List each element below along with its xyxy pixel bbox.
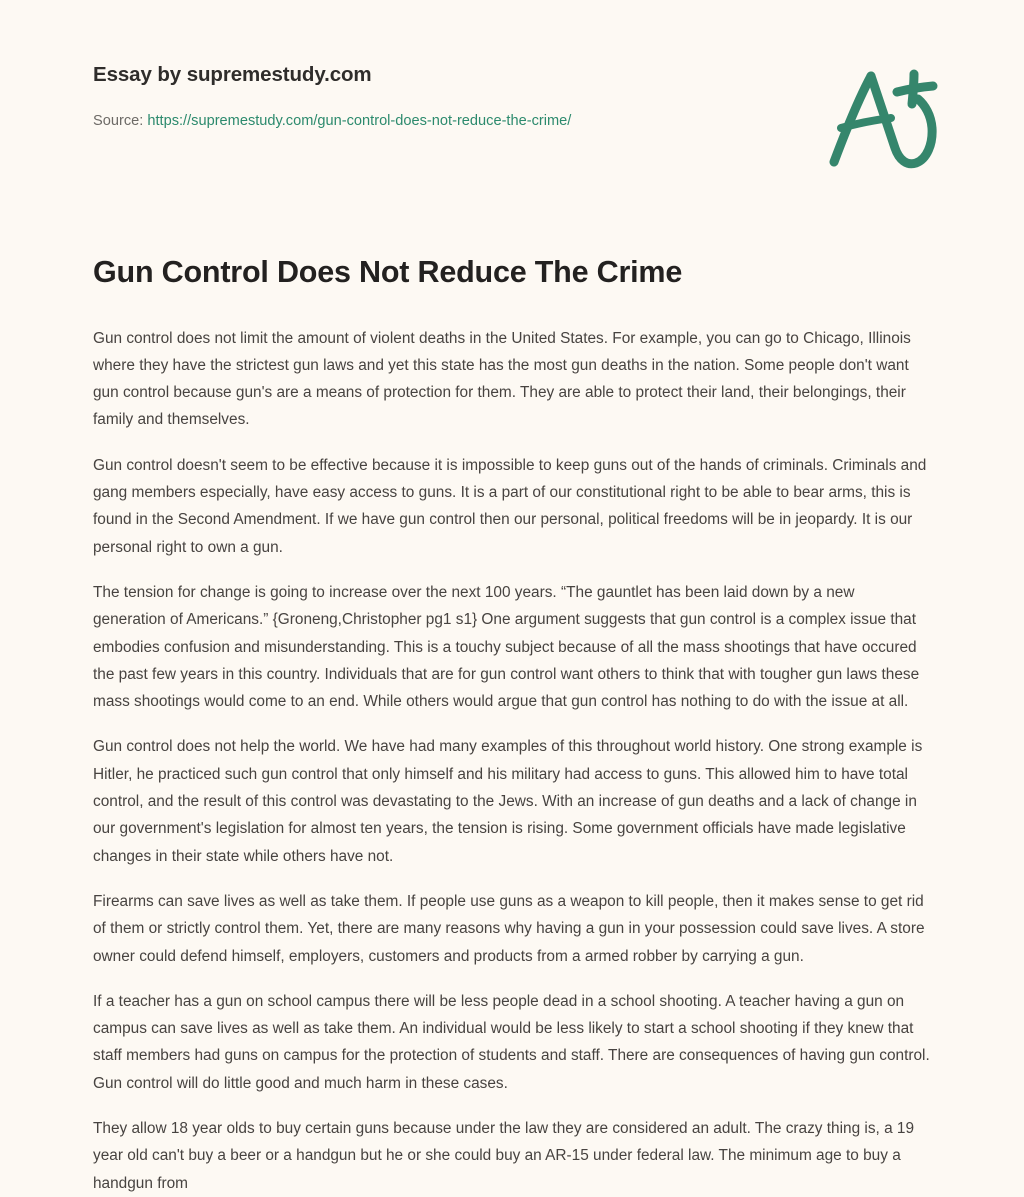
article [0,254,1024,1197]
paragraph: Firearms can save lives as well as take them. If people use guns as a weapon to kill people, then it makes sense to get rid of them or strictly control them. Yet, there are many reasons why having a gun in your possession could save lives. A store owner could defend himself, employers, customers and products from a armed robber by carrying a gun. [93,892,925,965]
a-plus-logo-icon [819,58,949,178]
article-body [93,325,931,1197]
paragraph: Gun control does not help the world. We have had many examples of this throughout world history. One strong example is Hitler, he practiced such gun control that only himself and his military had access to guns. This allowed him to have total control, and the result of this control was devastating to the Jews. With an increase of gun deaths and a lack of change in our government's legislation for almost ten years, the tension is rising. Some government officials have made legislative changes in their state while others have not. [93,738,923,865]
a-plus-logo [819,58,949,178]
paragraph: They allow 18 year olds to buy certain guns because under the law they are considered an adult. The crazy thing is, a 19 year old can't buy a beer or a handgun but he or she could buy an AR-15 under federal law. The minimum age to buy a handgun from [93,1120,915,1192]
paragraph: If a teacher has a gun on school campus there will be less people dead in a school shooting. A teacher having a gun on campus can save lives as well as take them. An individual would be less likely to start a school shooting if they knew that staff members had guns on campus for the protection of students and staff. There are consequences of having gun control. Gun control will do little good and much harm in these cases. [93,992,930,1092]
source-url-link[interactable]: https://supremestudy.com/gun-control-does-not-reduce-the-crime/ [147,112,572,129]
document-header [0,0,1024,200]
page-title: Gun Control Does Not Reduce The Crime [93,255,683,289]
byline: Essay by supremestudy.com [93,63,372,86]
source-label: Source: [93,112,144,129]
paragraph: The tension for change is going to increase over the next 100 years. “The gauntlet has been laid down by a new generation of Americans.” {Groneng,Christopher pg1 s1} One argument suggests that gun control is a complex issue that embodies confusion and misunderstanding. This is a touchy subject because of all the mass shootings that have occured the past few years in this country. Individuals that are for gun control want others to think that with tougher gun laws these mass shootings would come to an end. While others would argue that gun control has nothing to do with the issue at all. [93,583,920,711]
paragraph: Gun control doesn't seem to be effective because it is impossible to keep guns out of the hands of criminals. Criminals and gang members especially, have easy access to guns. It is a part of our constitutional right to be able to bear arms, this is found in the Second Amendment. If we have gun control then our personal, political freedoms will be in jeopardy. It is our personal right to own a gun. [93,456,927,556]
source-line [93,111,931,131]
paragraph: Gun control does not limit the amount of violent deaths in the United States. For example, you can go to Chicago, Illinois where they have the strictest gun laws and yet this state has the most gun deaths in the nation. Some people don't want gun control because gun's are a means of protection for them. They are able to protect their land, their belongings, their family and themselves. [93,329,911,429]
